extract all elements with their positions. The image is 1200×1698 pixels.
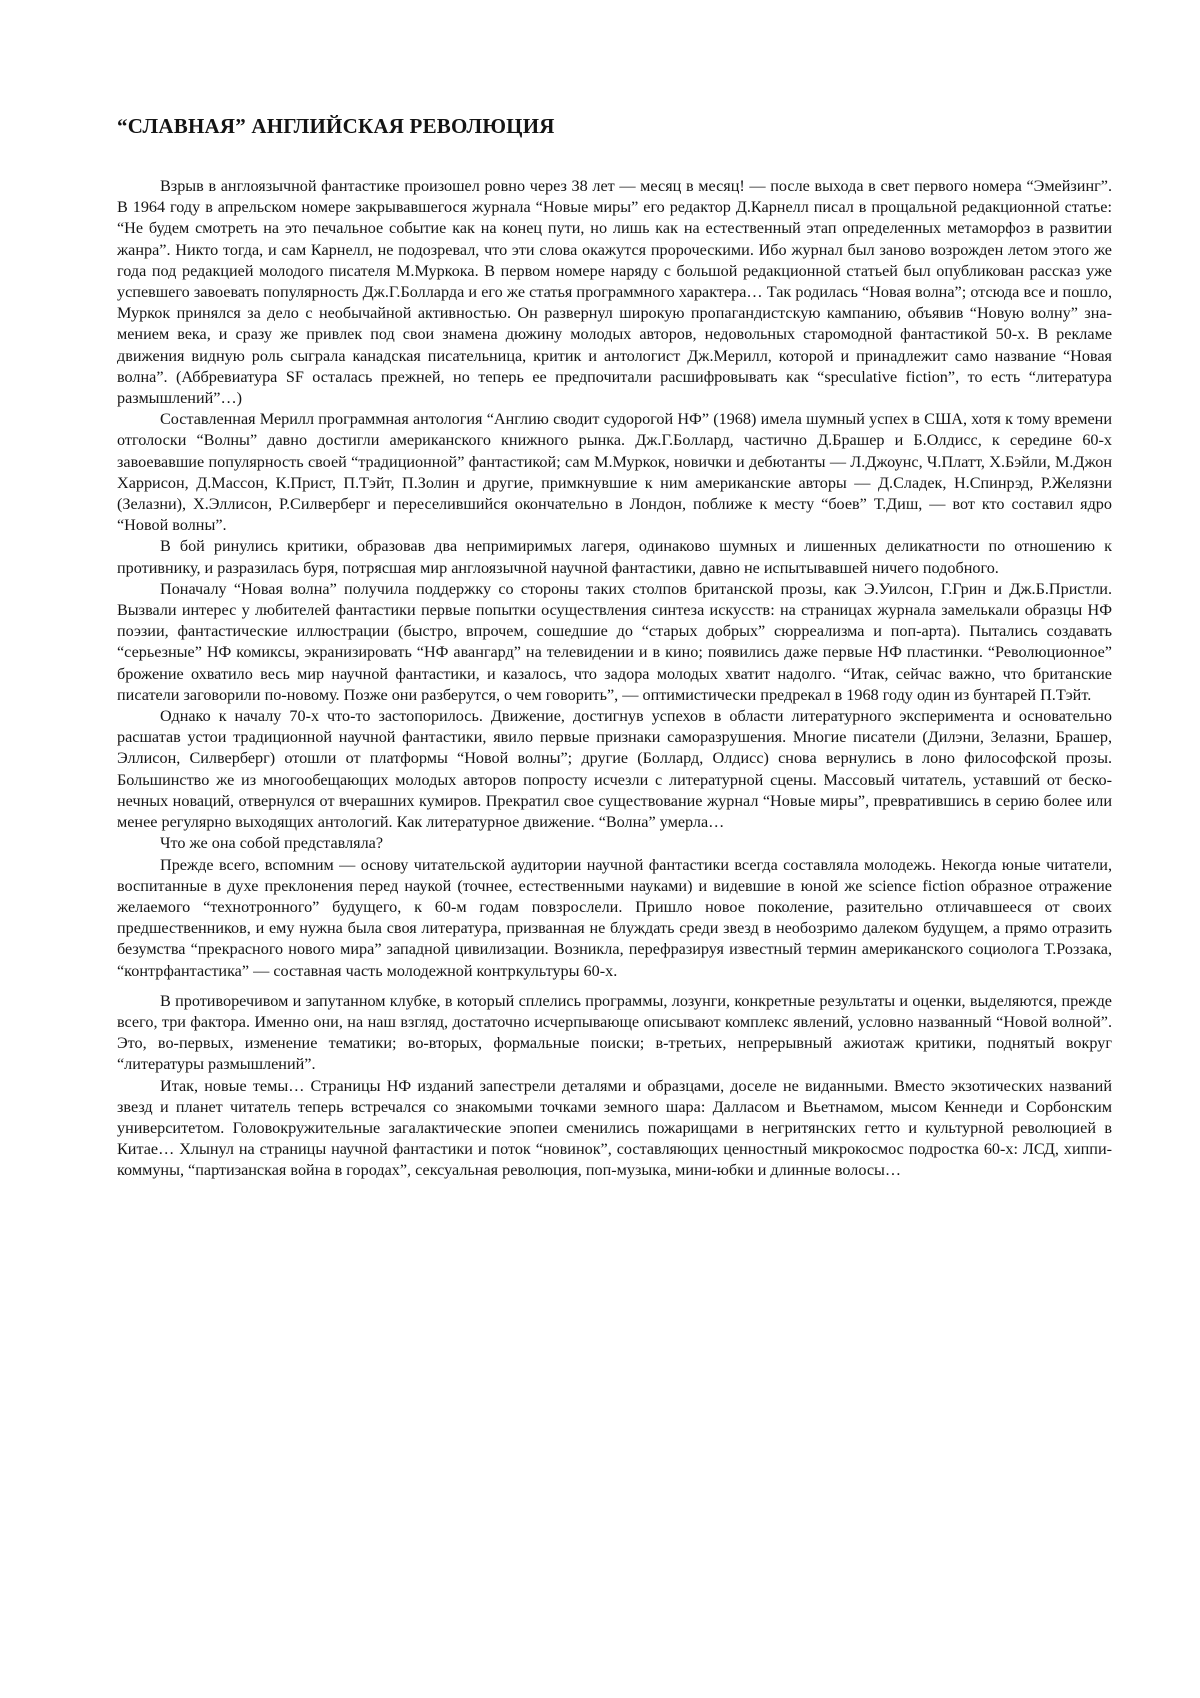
article-title: “СЛАВНАЯ” АНГЛИЙСКАЯ РЕВОЛЮЦИЯ <box>117 114 555 138</box>
paragraph: Составленная Мерилл программная антология “Англию сводит судорогой НФ” (1968) имела шумный успех в США, хотя к тому времени отголоски “Волны” давно достигли американского книжного рынка. Дж.Г.Боллард, частично Д.Брашер и Б.Олдисс, к середине 60-х завоевавшие популярность своей “традиционной” фантастикой; сам М.Муркок, новички и дебютанты — Л.Джоунс, Ч.Платт, Х.Бэйли, М.Джон Харрисон, Д.Массон, К.Прист, П.Тэйт, П.Золин и другие, примкнувшие к ним американские авторы — Д.Сладек, Н.Спинрэд, Р.Желязни (Зелазни), Х.Эллисон, Р.Силверберг и переселившийся окончательно в Лондон, поближе к месту “боев” Т.Диш, — вот кто составил ядро “Новой волны”. <box>117 410 1112 535</box>
paragraph: Что же она собой представляла? <box>160 834 384 853</box>
paragraph: В бой ринулись критики, образовав два непримиримых лагеря, одинаково шумных и лишенных деликатности по отношению к противнику, и разразилась буря, потрясшая мир англоязычной научной фантастики, давно не испытывавшей ничего подобного. <box>117 537 1112 577</box>
paragraph: В противоречивом и запутанном клубке, в который сплелись программы, лозунги, конкретные результаты и оценки, выделяются, прежде всего, три фактора. Именно они, на наш взгляд, достаточно исчерпывающе описывают комплекс явлений, условно названный “Новой волной”. Это, во-первых, изменение тематики; во-вторых, формальные поиски; в-третьих, непрерывный ажиотаж критики, поднятый вокруг “литературы размышлений”. <box>117 991 1112 1074</box>
paragraph: Итак, новые темы… Страницы НФ изданий запестрели деталями и образцами, доселе не виданными. Вместо экзотических названий звезд и планет читатель теперь встречался со знакомыми точками земного шара: Далласом и Вьетнамом, мысом Кеннеди и Сорбонским университетом. Головокружительные загалактические эпопеи сменились пожарищами в негритянских гетто и культурной революцией в Китае… Хлынул на страницы научной фантастики и поток “новинок”, составляющих ценностный микрокосмос подростка 60-х: ЛСД, хиппи-коммуны, “партизанская война в городах”, сексуальная революция, поп-музыка, мини-юбки и длинные волосы… <box>117 1076 1112 1180</box>
paragraph: Взрыв в англоязычной фантастике произошел ровно через 38 лет — месяц в месяц! — после выхода в свет первого номера “Эмейзинг”. В 1964 году в апрельском номере закрывавшегося журнала “Новые миры” его редактор Д.Карнелл писал в прощальной редакционной статье: “Не будем смотреть на это печальное событие как на конец пути, но лишь как на естественный этап определенных метаморфоз в развитии жанра”. Никто тогда, и сам Карнелл, не подозревал, что эти слова окажутся пророческими. Ибо журнал был заново возрожден летом этого же года под редакцией молодого писателя М.Муркока. В первом номере наряду с большой редакционной статьей был опубликован рассказ уже успевшего завоевать популярность Дж.Г.Болларда и его же статья программного характера… Так родилась “Новая волна”; отсюда все и пошло, Муркок принялся за дело с необычайной активностью. Он развернул широкую пропагандистскую кампанию, объявив “Новую волну” знамением века, и сразу же привлек под свои знамена дюжину молодых авторов, недовольных старомодной фантастикой 50-х. В рекламе движения видную роль сыграла канадская писательница, критик и антологист Дж.Мерилл, которой и принадлежит само название “Новая волна”. (Аббревиатура SF осталась прежней, но теперь ее предпочитали расшифровывать как “speculative fiction”, то есть “литература размышлений”…) <box>117 177 1112 408</box>
paragraph: Поначалу “Новая волна” получила поддержку со стороны таких столпов британской прозы, как Э.Уилсон, Г.Грин и Дж.Б.Пристли. Вызвали интерес у любителей фантастики первые попытки осуществления синтеза искусств: на страницах журнала замелькали образцы НФ поэзии, фантастические иллюстрации (быстро, впрочем, сошедшие до “старых добрых” сюрреализма и поп-арта). Пытались создавать “серьезные” НФ комиксы, экранизировать “НФ авангард” на телевидении и в кино; появились даже первые НФ пластинки. “Революционное” брожение охватило весь мир научной фантастики, и казалось, что задора молодых хватит надолго. “Итак, сейчас важно, что британские писатели заговорили по-новому. Позже они разберутся, о чем говорить”, — оптимистически предрекал в 1968 году один из бунтарей П.Тэйт. <box>117 579 1112 704</box>
article-body <box>117 176 1112 1182</box>
paragraph: Однако к началу 70-х что-то застопорилось. Движение, достигнув успехов в области литературного эксперимента и основательно расшатав устои традиционной научной фантастики, явило первые признаки саморазрушения. Многие писатели (Дилэни, Зелазни, Брашер, Эллисон, Силверберг) отошли от платформы “Новой волны”; другие (Боллард, Олдисс) снова вернулись в лоно философской прозы. Большинство же из многообещающих молодых авторов попросту исчезли с литературной сцены. Массовый читатель, уставший от бесконечных новаций, отвернулся от вчерашних кумиров. Прекратил свое существование журнал “Новые миры”, превратившись в серию более или менее регулярно выходящих антологий. Как литературное движение. “Волна” умерла… <box>117 707 1112 832</box>
paragraph: Прежде всего, вспомним — основу читательской аудитории научной фантастики всегда составляла молодежь. Некогда юные читатели, воспитанные в духе преклонения перед наукой (точнее, естественными науками) и видевшие в юной же science fiction образное отражение желаемого “технотронного” будущего, к 60-м годам повзрослели. Пришло новое поколение, разительно отличавшееся от своих предшественников, и ему нужна была своя литература, призванная не блуждать среди звезд в необозримо далеком будущем, а прямо отразить безумства “прекрасного нового мира” западной цивилизации. Возникла, перефразируя известный термин американского социолога Т.Роззака, “контрфантастика” — составная часть молодежной контркультуры 60-х. <box>117 855 1112 980</box>
